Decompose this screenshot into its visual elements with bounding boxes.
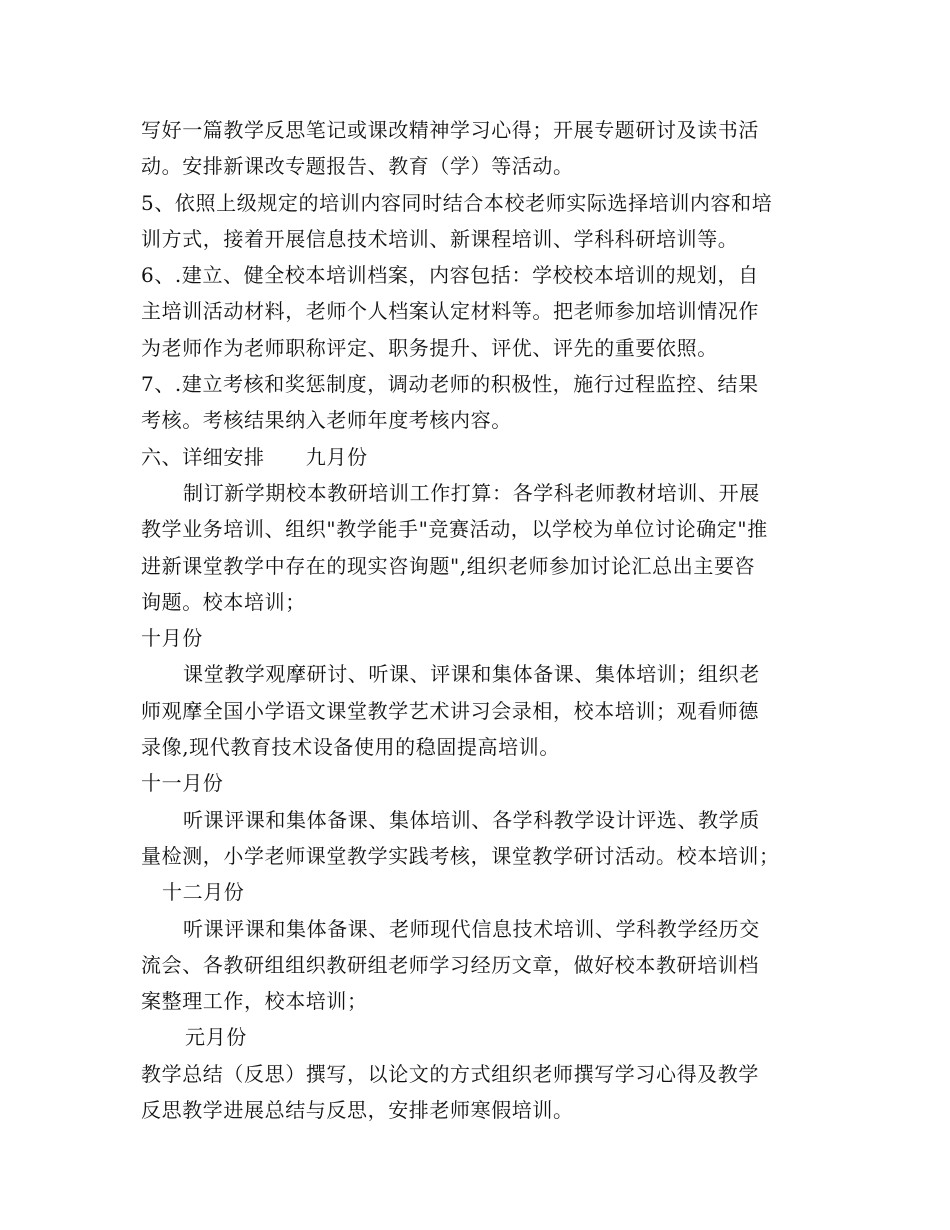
text-line: 流会、各教研组组织教研组老师学习经历文章，做好校本教研培训档	[141, 952, 759, 977]
text-line: 录像,现代教育技术设备使用的稳固提高培训。	[141, 735, 560, 760]
text-line: 课堂教学观摩研讨、听课、评课和集体备课、集体培训；组织老	[183, 662, 760, 687]
month-heading: 十二月份	[162, 880, 245, 905]
text-line: 训方式，接着开展信息技术培训、新课程培训、学科科研培训等。	[141, 226, 739, 251]
text-line: 教学业务培训、组织"教学能手"竞赛活动，以学校为单位讨论确定"推	[141, 517, 768, 542]
text-line: 考核。考核结果纳入老师年度考核内容。	[141, 408, 512, 433]
text-line: 6、.建立、健全校本培训档案，内容包括：学校校本培训的规划，自	[141, 263, 759, 288]
text-line: 教学总结（反思）撰写，以论文的方式组织老师撰写学习心得及教学	[141, 1061, 759, 1086]
text-line: 写好一篇教学反思笔记或课改精神学习心得；开展专题研讨及读书活	[141, 118, 759, 142]
text-line: 听课评课和集体备课、老师现代信息技术培训、学科教学经历交	[183, 916, 760, 941]
month-heading: 元月份	[185, 1025, 247, 1050]
section-heading: 六、详细安排 九月份	[141, 444, 368, 469]
text-line: 为老师作为老师职称评定、职务提升、评优、评先的重要依照。	[141, 335, 718, 360]
text-line: 制订新学期校本教研培训工作打算：各学科老师教材培训、开展	[183, 480, 760, 505]
document-body	[141, 112, 813, 1128]
text-line: 师观摩全国小学语文课堂教学艺术讲习会录相，校本培训；观看师德	[141, 698, 759, 723]
text-line: 动。安排新课改专题报告、教育（学）等活动。	[141, 154, 574, 179]
text-line: 5、依照上级规定的培训内容同时结合本校老师实际选择培训内容和培	[141, 190, 773, 215]
month-heading: 十月份	[141, 626, 203, 651]
text-line: 7、.建立考核和奖惩制度，调动老师的积极性，施行过程监控、结果	[141, 372, 759, 397]
text-line: 进新课堂教学中存在的现实咨询题",组织老师参加讨论汇总出主要咨	[141, 553, 756, 578]
text-line: 量检测，小学老师课堂教学实践考核，课堂教学研讨活动。校本培训；	[141, 843, 780, 868]
text-line: 反思教学进展总结与反思，安排老师寒假培训。	[141, 1098, 574, 1123]
text-line: 主培训活动材料，老师个人档案认定材料等。把老师参加培训情况作	[141, 299, 759, 324]
text-line: 询题。校本培训；	[141, 589, 306, 614]
month-heading: 十一月份	[141, 771, 224, 796]
text-line: 案整理工作，校本培训；	[141, 989, 368, 1014]
text-line: 听课评课和集体备课、集体培训、各学科教学设计评选、教学质	[183, 807, 760, 832]
